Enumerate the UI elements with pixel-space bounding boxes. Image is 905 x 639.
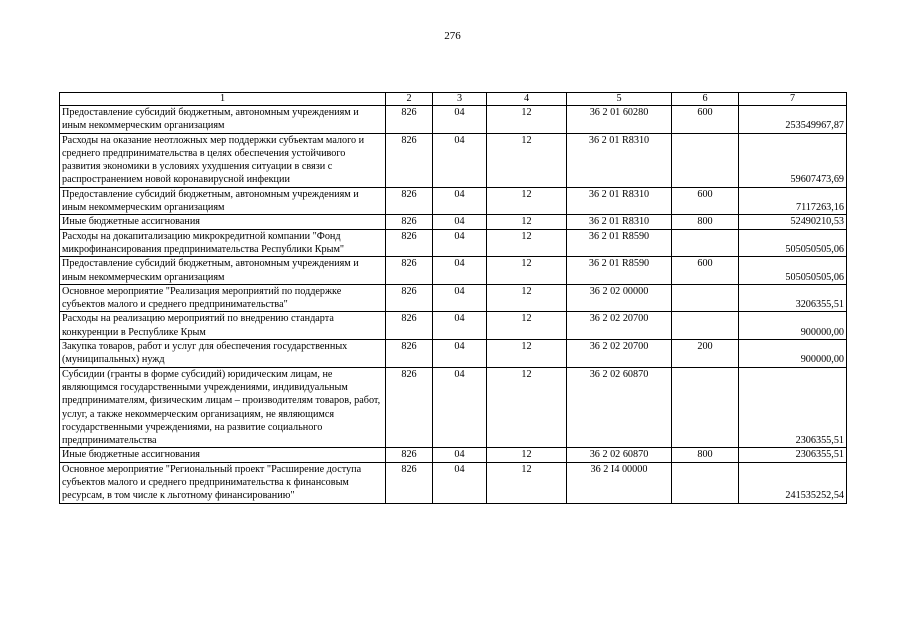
item-name-cell: Предоставление субсидий бюджетным, автономным учреждениям и иным некоммерческим организациям	[60, 257, 386, 285]
item-name-cell: Иные бюджетные ассигнования	[60, 448, 386, 462]
expense-type-cell	[672, 229, 739, 257]
subsection-cell: 12	[487, 462, 567, 503]
section-cell: 04	[433, 133, 487, 187]
ministry-code-cell: 826	[386, 312, 433, 340]
subsection-cell: 12	[487, 367, 567, 448]
ministry-code-cell: 826	[386, 284, 433, 312]
expense-type-cell: 800	[672, 215, 739, 229]
target-article-cell: 36 2 02 00000	[567, 284, 672, 312]
target-article-cell: 36 2 01 R8590	[567, 229, 672, 257]
subsection-cell: 12	[487, 312, 567, 340]
target-article-cell: 36 2 02 20700	[567, 312, 672, 340]
section-cell: 04	[433, 257, 487, 285]
expense-type-cell	[672, 367, 739, 448]
target-article-cell: 36 2 02 60870	[567, 448, 672, 462]
item-name-cell: Закупка товаров, работ и услуг для обеспечения государственных (муниципальных) нужд	[60, 340, 386, 368]
amount-cell: 505050505,06	[739, 257, 847, 285]
ministry-code-cell: 826	[386, 229, 433, 257]
expense-type-cell: 600	[672, 187, 739, 215]
table-row	[60, 448, 847, 462]
subsection-cell: 12	[487, 106, 567, 134]
section-cell: 04	[433, 367, 487, 448]
amount-cell: 505050505,06	[739, 229, 847, 257]
header-cell: 1	[60, 93, 386, 106]
target-article-cell: 36 2 I4 00000	[567, 462, 672, 503]
amount-cell: 2306355,51	[739, 448, 847, 462]
item-name-cell: Основное мероприятие "Реализация мероприятий по поддержке субъектов малого и среднего предпринимательства"	[60, 284, 386, 312]
table-row	[60, 257, 847, 285]
expense-type-cell	[672, 133, 739, 187]
page-number: 276	[444, 30, 461, 42]
header-cell: 4	[487, 93, 567, 106]
item-name-cell: Иные бюджетные ассигнования	[60, 215, 386, 229]
expense-type-cell	[672, 284, 739, 312]
ministry-code-cell: 826	[386, 133, 433, 187]
amount-cell: 52490210,53	[739, 215, 847, 229]
section-cell: 04	[433, 215, 487, 229]
budget-table	[59, 92, 847, 504]
subsection-cell: 12	[487, 215, 567, 229]
ministry-code-cell: 826	[386, 257, 433, 285]
expense-type-cell: 200	[672, 340, 739, 368]
header-row	[60, 93, 847, 106]
ministry-code-cell: 826	[386, 367, 433, 448]
subsection-cell: 12	[487, 187, 567, 215]
table-row	[60, 106, 847, 134]
subsection-cell: 12	[487, 340, 567, 368]
target-article-cell: 36 2 01 R8310	[567, 133, 672, 187]
amount-cell: 900000,00	[739, 340, 847, 368]
header-cell: 6	[672, 93, 739, 106]
ministry-code-cell: 826	[386, 106, 433, 134]
expense-type-cell: 600	[672, 106, 739, 134]
amount-cell: 3206355,51	[739, 284, 847, 312]
ministry-code-cell: 826	[386, 215, 433, 229]
expense-type-cell	[672, 312, 739, 340]
table-row	[60, 133, 847, 187]
subsection-cell: 12	[487, 448, 567, 462]
target-article-cell: 36 2 01 R8310	[567, 215, 672, 229]
section-cell: 04	[433, 284, 487, 312]
amount-cell: 2306355,51	[739, 367, 847, 448]
amount-cell: 241535252,54	[739, 462, 847, 503]
expense-type-cell: 600	[672, 257, 739, 285]
ministry-code-cell: 826	[386, 462, 433, 503]
header-cell: 2	[386, 93, 433, 106]
table-row	[60, 215, 847, 229]
ministry-code-cell: 826	[386, 448, 433, 462]
expense-type-cell	[672, 462, 739, 503]
header-cell: 7	[739, 93, 847, 106]
expense-type-cell: 800	[672, 448, 739, 462]
amount-cell: 7117263,16	[739, 187, 847, 215]
target-article-cell: 36 2 01 R8310	[567, 187, 672, 215]
target-article-cell: 36 2 02 20700	[567, 340, 672, 368]
table-row	[60, 284, 847, 312]
section-cell: 04	[433, 462, 487, 503]
section-cell: 04	[433, 229, 487, 257]
ministry-code-cell: 826	[386, 340, 433, 368]
item-name-cell: Предоставление субсидий бюджетным, автономным учреждениям и иным некоммерческим организациям	[60, 187, 386, 215]
item-name-cell: Основное мероприятие "Региональный проект "Расширение доступа субъектов малого и среднего предпринимательства к финансовым ресурсам, в том числе к льготному финансированию"	[60, 462, 386, 503]
table-row	[60, 367, 847, 448]
section-cell: 04	[433, 312, 487, 340]
section-cell: 04	[433, 187, 487, 215]
subsection-cell: 12	[487, 229, 567, 257]
subsection-cell: 12	[487, 257, 567, 285]
subsection-cell: 12	[487, 133, 567, 187]
header-cell: 3	[433, 93, 487, 106]
section-cell: 04	[433, 448, 487, 462]
item-name-cell: Субсидии (гранты в форме субсидий) юридическим лицам, не являющимся государственными учреждениями, индивидуальным предпринимателям, физическим лицам – производителям товаров, работ, услуг, а также некоммерческим организациям, не являющимся государственными учреждениями, на развитие социального предпринимательства	[60, 367, 386, 448]
item-name-cell: Расходы на реализацию мероприятий по внедрению стандарта конкуренции в Республике Крым	[60, 312, 386, 340]
ministry-code-cell: 826	[386, 187, 433, 215]
target-article-cell: 36 2 01 R8590	[567, 257, 672, 285]
target-article-cell: 36 2 01 60280	[567, 106, 672, 134]
item-name-cell: Предоставление субсидий бюджетным, автономным учреждениям и иным некоммерческим организациям	[60, 106, 386, 134]
table-row	[60, 312, 847, 340]
item-name-cell: Расходы на оказание неотложных мер поддержки субъектам малого и среднего предпринимательства в целях обеспечения устойчивого развития экономики в условиях ухудшения ситуации в связи с распространением новой коронавирусной инфекции	[60, 133, 386, 187]
amount-cell: 900000,00	[739, 312, 847, 340]
item-name-cell: Расходы на докапитализацию микрокредитной компании "Фонд микрофинансирования предпринимательства Республики Крым"	[60, 229, 386, 257]
subsection-cell: 12	[487, 284, 567, 312]
section-cell: 04	[433, 106, 487, 134]
section-cell: 04	[433, 340, 487, 368]
target-article-cell: 36 2 02 60870	[567, 367, 672, 448]
table-row	[60, 340, 847, 368]
table-row	[60, 187, 847, 215]
amount-cell: 253549967,87	[739, 106, 847, 134]
table-row	[60, 229, 847, 257]
header-cell: 5	[567, 93, 672, 106]
table-row	[60, 462, 847, 503]
amount-cell: 59607473,69	[739, 133, 847, 187]
